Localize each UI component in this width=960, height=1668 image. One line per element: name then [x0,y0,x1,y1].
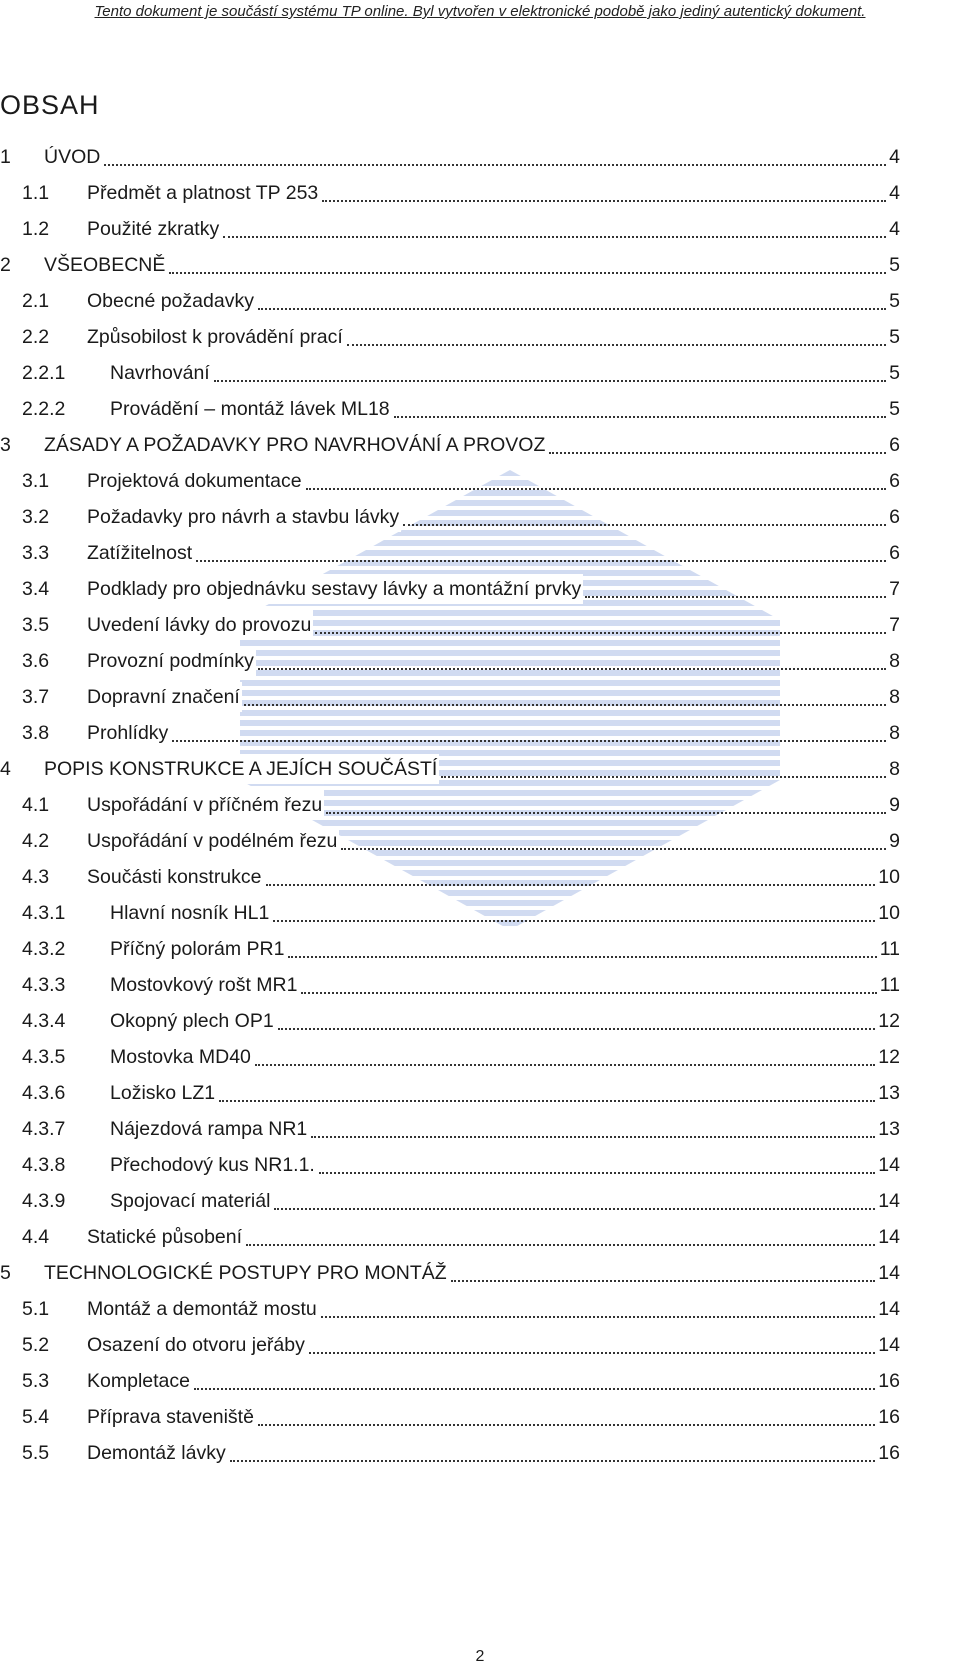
toc-leader-dots [273,898,875,922]
toc-leader-dots [104,142,886,166]
toc-number: 3.1 [22,470,50,492]
toc-label: Uspořádání v příčném řezu [87,790,324,820]
toc-entry[interactable] [0,646,900,676]
toc-label: Okopný plech OP1 [110,1006,276,1036]
toc-entry[interactable] [0,502,900,532]
toc-label: Ložisko LZ1 [110,1078,217,1108]
toc-number: 4.3.4 [22,1010,66,1032]
toc-number: 2.2 [22,326,50,348]
toc-number: 1 [0,146,11,168]
toc-page-number: 14 [878,1226,900,1248]
toc-number: 4.3.7 [22,1118,66,1140]
toc-entry[interactable] [0,1042,900,1072]
toc-label: Navrhování [110,358,212,388]
toc-leader-dots [214,358,886,382]
toc-leader-dots [258,286,886,310]
toc-label: Montáž a demontáž mostu [87,1294,319,1324]
toc-number: 5.1 [22,1298,50,1320]
toc-label: Příprava staveniště [87,1402,256,1432]
toc-leader-dots [341,826,886,850]
toc-label: VŠEOBECNĚ [44,250,167,280]
toc-entry[interactable] [0,1330,900,1360]
toc-label: Dopravní značení [87,682,242,712]
toc-entry[interactable] [0,862,900,892]
toc-page-number: 10 [878,902,900,924]
toc-page-number: 6 [889,506,900,528]
toc-label: Provozní podmínky [87,646,256,676]
toc-leader-dots [288,934,877,958]
toc-number: 4.3.8 [22,1154,66,1176]
toc-leader-dots [255,1042,875,1066]
toc-page-number: 8 [889,758,900,780]
toc-entry[interactable] [0,1222,900,1252]
toc-page-number: 8 [889,686,900,708]
toc-entry[interactable] [0,970,900,1000]
toc-leader-dots [258,1402,875,1426]
toc-number: 4.3.6 [22,1082,66,1104]
toc-page-number: 14 [878,1154,900,1176]
toc-leader-dots [309,1330,875,1354]
toc-label: Prohlídky [87,718,170,748]
toc-entry[interactable] [0,1186,900,1216]
toc-leader-dots [549,430,886,454]
toc-number: 4.3.3 [22,974,66,996]
toc-entry[interactable] [0,610,900,640]
toc-label: POPIS KONSTRUKCE A JEJÍCH SOUČÁSTÍ [44,754,439,784]
toc-page-number: 11 [879,938,900,960]
toc-label: TECHNOLOGICKÉ POSTUPY PRO MONTÁŽ [44,1258,449,1288]
toc-page-number: 9 [889,830,900,852]
toc-entry[interactable] [0,1366,900,1396]
toc-page-number: 6 [889,434,900,456]
toc-leader-dots [219,1078,875,1102]
toc-page-number: 4 [889,146,900,168]
toc-label: Požadavky pro návrh a stavbu lávky [87,502,401,532]
toc-leader-dots [326,790,886,814]
toc-label: Provádění – montáž lávek ML18 [110,394,392,424]
toc-number: 4.3.2 [22,938,66,960]
toc-number: 1.1 [22,182,50,204]
toc-page-number: 13 [878,1082,900,1104]
toc-leader-dots [301,970,877,994]
toc-leader-dots [172,718,886,742]
toc-label: Obecné požadavky [87,286,256,316]
toc-label: Přechodový kus NR1.1. [110,1150,317,1180]
toc-number: 4.3.1 [22,902,66,924]
toc-label: ÚVOD [44,142,102,172]
toc-page-number: 8 [889,722,900,744]
toc-leader-dots [244,682,886,706]
toc-leader-dots [169,250,886,274]
toc-entry[interactable] [0,538,900,568]
toc-leader-dots [223,214,886,238]
toc-label: Mostovka MD40 [110,1042,253,1072]
toc-number: 4.4 [22,1226,50,1248]
toc-page-number: 16 [878,1406,900,1428]
toc-page-number: 8 [889,650,900,672]
toc-page-number: 7 [889,578,900,600]
toc-page-number: 6 [889,470,900,492]
toc-label: Nájezdová rampa NR1 [110,1114,309,1144]
toc-page-number: 14 [878,1298,900,1320]
toc-label: Použité zkratky [87,214,221,244]
toc-entry[interactable] [0,430,900,460]
toc-leader-dots [394,394,886,418]
toc-label: Statické působení [87,1222,244,1252]
toc-label: Uvedení lávky do provozu [87,610,313,640]
toc-number: 2.2.2 [22,398,66,420]
toc-label: Zatížitelnost [87,538,194,568]
toc-entry[interactable] [0,934,900,964]
toc-number: 3.3 [22,542,50,564]
toc-leader-dots [322,178,886,202]
toc-entry[interactable] [0,1006,900,1036]
toc-number: 5.2 [22,1334,50,1356]
toc-leader-dots [451,1258,875,1282]
toc-entry[interactable] [0,322,900,352]
toc-number: 3.8 [22,722,50,744]
toc-entry[interactable] [0,358,900,388]
toc-label: Podklady pro objednávku sestavy lávky a montážní prvky [87,574,583,604]
toc-page-number: 11 [879,974,900,996]
toc-leader-dots [266,862,875,886]
toc-page-number: 6 [889,542,900,564]
toc-page-number: 5 [889,290,900,312]
toc-page-number: 12 [878,1010,900,1032]
toc-leader-dots [258,646,886,670]
toc-number: 3.4 [22,578,50,600]
toc-number: 3.7 [22,686,50,708]
toc-number: 3.2 [22,506,50,528]
toc-entry[interactable] [0,898,900,928]
toc-entry[interactable] [0,250,900,280]
toc-entry[interactable] [0,394,900,424]
toc-entry[interactable] [0,1258,900,1288]
toc-page-number: 4 [889,182,900,204]
toc-leader-dots [196,538,886,562]
toc-page-number: 5 [889,398,900,420]
toc-number: 4.3.5 [22,1046,66,1068]
toc-label: ZÁSADY A POŽADAVKY PRO NAVRHOVÁNÍ A PROVOZ [44,430,547,460]
toc-page-number: 10 [878,866,900,888]
toc-leader-dots [306,466,886,490]
toc-label: Předmět a platnost TP 253 [87,178,320,208]
page-title: OBSAH [0,90,100,120]
toc-page-number: 7 [889,614,900,636]
toc-page-number: 9 [889,794,900,816]
page-number: 2 [475,1648,485,1665]
toc-page-number: 12 [878,1046,900,1068]
toc-label: Kompletace [87,1366,192,1396]
toc-leader-dots [315,610,886,634]
toc-entry[interactable] [0,466,900,496]
toc-page-number: 14 [878,1262,900,1284]
toc-number: 4.2 [22,830,50,852]
toc-leader-dots [403,502,886,526]
toc-number: 3 [0,434,11,456]
toc-entry[interactable] [0,1294,900,1324]
toc-label: Spojovací materiál [110,1186,272,1216]
toc-leader-dots [319,1150,875,1174]
toc-page-number: 5 [889,254,900,276]
toc-entry[interactable] [0,1438,900,1468]
toc-entry[interactable] [0,718,900,748]
toc-entry[interactable] [0,826,900,856]
toc-leader-dots [321,1294,875,1318]
toc-entry[interactable] [0,142,900,172]
toc-page-number: 5 [889,326,900,348]
toc-label: Mostovkový rošt MR1 [110,970,299,1000]
toc-leader-dots [441,754,886,778]
toc-leader-dots [585,574,886,598]
toc-number: 4.1 [22,794,50,816]
toc-number: 5.5 [22,1442,50,1464]
toc-number: 2.1 [22,290,50,312]
toc-page-number: 13 [878,1118,900,1140]
toc-entry[interactable] [0,574,900,604]
toc-page-number: 4 [889,218,900,240]
toc-label: Projektová dokumentace [87,466,304,496]
toc-entry[interactable] [0,178,900,208]
toc-entry[interactable] [0,682,900,712]
toc-entry[interactable] [0,1078,900,1108]
toc-entry[interactable] [0,286,900,316]
toc-leader-dots [230,1438,875,1462]
toc-number: 2.2.1 [22,362,66,384]
toc-entry[interactable] [0,790,900,820]
toc-entry[interactable] [0,1150,900,1180]
toc-label: Demontáž lávky [87,1438,228,1468]
toc-label: Uspořádání v podélném řezu [87,826,339,856]
header-notice: Tento dokument je součástí systému TP online. Byl vytvořen v elektronické podobě jako jediný autentický dokument. [94,3,866,20]
toc-leader-dots [278,1006,875,1030]
toc-number: 4.3 [22,866,50,888]
toc-page-number: 16 [878,1442,900,1464]
toc-label: Součásti konstrukce [87,862,264,892]
toc-label: Příčný polorám PR1 [110,934,286,964]
toc-number: 5 [0,1262,11,1284]
toc-leader-dots [311,1114,875,1138]
toc-label: Osazení do otvoru jeřáby [87,1330,307,1360]
toc-page-number: 14 [878,1190,900,1212]
toc-page-number: 5 [889,362,900,384]
toc-leader-dots [246,1222,875,1246]
toc-label: Způsobilost k provádění prací [87,322,345,352]
toc-number: 5.3 [22,1370,50,1392]
toc-number: 3.5 [22,614,50,636]
toc-number: 3.6 [22,650,50,672]
toc-leader-dots [194,1366,875,1390]
toc-entry[interactable] [0,214,900,244]
toc-number: 4 [0,758,11,780]
toc-leader-dots [274,1186,875,1210]
toc-leader-dots [347,322,886,346]
toc-label: Hlavní nosník HL1 [110,898,271,928]
toc-page-number: 16 [878,1370,900,1392]
toc-number: 1.2 [22,218,50,240]
toc-number: 5.4 [22,1406,50,1428]
toc-entry[interactable] [0,1114,900,1144]
toc-number: 2 [0,254,11,276]
toc-entry[interactable] [0,1402,900,1432]
toc-entry[interactable] [0,754,900,784]
toc-number: 4.3.9 [22,1190,66,1212]
toc-page-number: 14 [878,1334,900,1356]
